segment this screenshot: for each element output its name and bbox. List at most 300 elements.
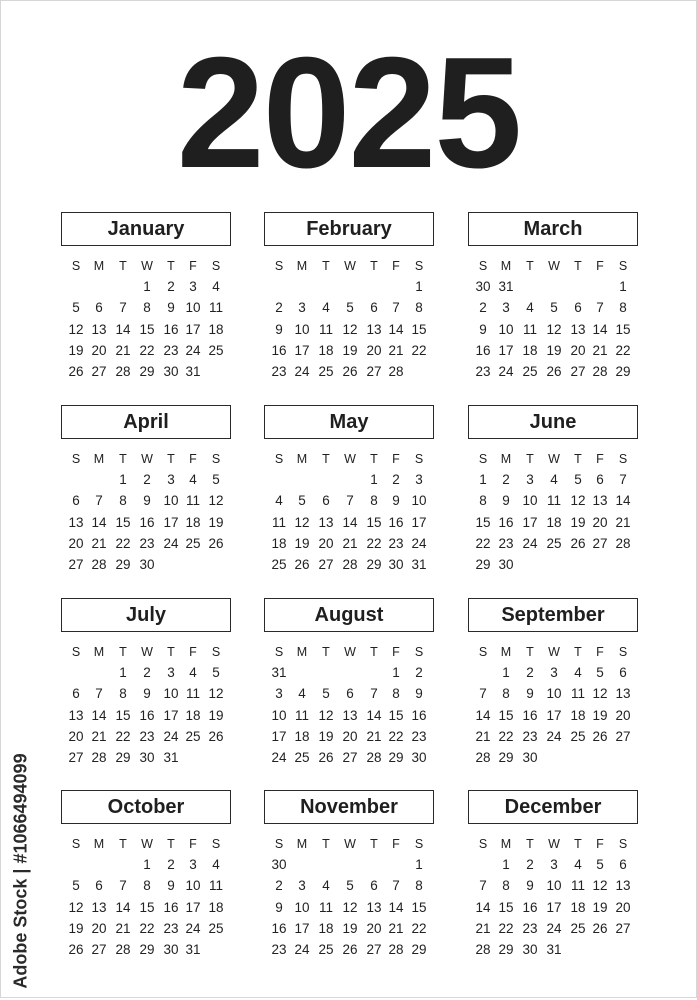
day-cell: 15 [498, 899, 514, 915]
weekday-header: T [322, 645, 330, 659]
day-cell: 8 [502, 878, 510, 894]
day-cell: 26 [592, 728, 608, 744]
day-cell: 2 [526, 857, 534, 872]
day-cell [363, 663, 385, 683]
week-row [264, 341, 436, 361]
day-cell: 23 [411, 728, 427, 744]
day-cell: 7 [95, 493, 103, 509]
day-cell: 7 [392, 878, 400, 894]
day-cell: 26 [294, 557, 310, 573]
day-cell: 1 [415, 857, 423, 872]
day-cell: 1 [502, 665, 510, 680]
day-cell: 30 [522, 750, 538, 766]
day-cell: 6 [72, 686, 80, 702]
weekday-header: F [596, 837, 604, 851]
week-row [468, 513, 640, 533]
day-cell: 4 [322, 300, 330, 316]
day-cell [268, 470, 290, 490]
day-cell: 10 [185, 878, 201, 894]
day-cell: 28 [91, 750, 107, 766]
day-cell: 24 [294, 364, 310, 380]
day-cell: 5 [346, 878, 354, 894]
week-row [468, 876, 640, 896]
month-august [264, 598, 436, 778]
weekday-header: S [478, 645, 488, 659]
day-cell: 14 [388, 321, 404, 337]
day-cell: 30 [475, 279, 491, 294]
day-cell: 12 [342, 321, 358, 337]
day-cell: 1 [143, 857, 151, 872]
weekday-header: S [71, 645, 81, 659]
day-cell: 2 [526, 665, 534, 680]
week-row [61, 898, 233, 918]
day-cell: 30 [522, 942, 538, 958]
day-cell: 22 [115, 728, 131, 744]
weekday-header: F [392, 837, 400, 851]
day-cell: 28 [115, 364, 131, 380]
day-cell [385, 855, 407, 875]
day-cell: 2 [502, 472, 510, 487]
day-cell: 26 [592, 920, 608, 936]
day-cell: 18 [522, 342, 538, 358]
week-row [61, 341, 233, 361]
week-row [468, 277, 640, 297]
day-cell [589, 555, 611, 575]
weekday-header: T [119, 837, 127, 851]
day-cell: 7 [392, 300, 400, 316]
day-cell: 25 [208, 342, 224, 358]
weekday-header: S [618, 645, 628, 659]
day-cell [363, 855, 385, 875]
day-cell: 1 [370, 472, 378, 487]
day-cell: 21 [115, 920, 131, 936]
day-cell: 7 [119, 300, 127, 316]
day-cell: 2 [275, 878, 283, 894]
weekday-header: S [478, 259, 488, 273]
day-cell: 3 [275, 686, 283, 702]
day-cell: 20 [592, 514, 608, 530]
weekday-header: S [211, 645, 221, 659]
week-row [468, 470, 640, 490]
day-cell: 6 [596, 472, 604, 487]
day-cell [612, 748, 634, 768]
day-cell [315, 663, 337, 683]
weekday-header: T [119, 645, 127, 659]
day-cell: 21 [91, 728, 107, 744]
day-cell: 5 [346, 300, 354, 316]
day-cell: 5 [72, 878, 80, 894]
day-cell [291, 470, 313, 490]
weekday-header: M [296, 645, 308, 659]
weekday-header: T [526, 259, 534, 273]
weekday-header: W [344, 259, 356, 273]
day-cell: 30 [411, 750, 427, 766]
weekday-header: T [526, 837, 534, 851]
day-cell: 19 [208, 514, 224, 530]
day-cell: 19 [592, 707, 608, 723]
day-cell: 5 [322, 686, 330, 702]
day-cell: 13 [318, 514, 334, 530]
day-cell: 22 [366, 535, 382, 551]
day-cell: 4 [298, 686, 306, 702]
day-cell [543, 555, 565, 575]
weekday-header: T [574, 837, 582, 851]
month-september [468, 598, 640, 778]
day-cell: 25 [208, 920, 224, 936]
week-row [264, 940, 436, 960]
weekday-header: W [141, 837, 153, 851]
day-cell: 4 [189, 472, 197, 487]
week-row [61, 470, 233, 490]
day-cell: 26 [342, 364, 358, 380]
day-cell: 10 [546, 686, 562, 702]
day-cell: 29 [115, 557, 131, 573]
day-cell: 1 [392, 665, 400, 680]
weekday-header: S [274, 837, 284, 851]
weekday-header: S [414, 837, 424, 851]
day-cell: 12 [294, 514, 310, 530]
watermark-text: Adobe Stock | #1066494099 [10, 753, 31, 989]
day-cell: 24 [185, 920, 201, 936]
day-cell: 27 [592, 535, 608, 551]
day-cell: 27 [570, 364, 586, 380]
week-row [468, 919, 640, 939]
weekday-header-row [468, 834, 640, 854]
day-cell: 5 [212, 472, 220, 487]
weekday-header: S [71, 837, 81, 851]
weekday-header: W [548, 452, 560, 466]
day-cell: 28 [342, 557, 358, 573]
weekday-header: T [370, 645, 378, 659]
day-cell: 24 [163, 535, 179, 551]
day-cell [112, 855, 134, 875]
watermark [8, 745, 34, 997]
day-cell: 8 [119, 686, 127, 702]
day-cell: 18 [208, 321, 224, 337]
day-cell: 30 [163, 364, 179, 380]
day-cell: 6 [346, 686, 354, 702]
day-cell: 26 [208, 535, 224, 551]
weekday-header: M [93, 645, 105, 659]
weekday-header: M [500, 645, 512, 659]
day-cell: 16 [475, 342, 491, 358]
weekday-header: F [189, 837, 197, 851]
day-cell: 22 [615, 342, 631, 358]
day-cell: 29 [139, 364, 155, 380]
day-cell: 22 [475, 535, 491, 551]
day-cell: 2 [167, 857, 175, 872]
month-october [61, 790, 233, 970]
day-cell: 29 [498, 942, 514, 958]
day-cell: 30 [498, 557, 514, 573]
day-cell: 30 [139, 750, 155, 766]
day-cell: 18 [570, 899, 586, 915]
day-cell: 9 [526, 686, 534, 702]
day-cell [65, 277, 87, 297]
week-row [61, 663, 233, 683]
day-cell: 9 [143, 686, 151, 702]
week-row [264, 491, 436, 511]
day-cell: 7 [479, 686, 487, 702]
week-row [61, 855, 233, 875]
day-cell: 23 [388, 535, 404, 551]
day-cell: 20 [366, 920, 382, 936]
day-cell: 31 [498, 279, 514, 294]
month-june [468, 405, 640, 585]
day-cell: 15 [411, 899, 427, 915]
day-cell: 5 [550, 300, 558, 316]
month-december [468, 790, 640, 970]
day-cell: 20 [615, 707, 631, 723]
day-cell: 4 [526, 300, 534, 316]
week-row [61, 706, 233, 726]
day-cell: 1 [502, 857, 510, 872]
day-cell: 6 [322, 493, 330, 509]
day-cell: 16 [271, 342, 287, 358]
month-november [264, 790, 436, 970]
day-cell: 29 [475, 557, 491, 573]
day-cell: 13 [366, 899, 382, 915]
day-cell [315, 855, 337, 875]
day-cell: 21 [115, 342, 131, 358]
weekday-header-row [264, 449, 436, 469]
day-cell: 15 [115, 707, 131, 723]
day-cell: 27 [366, 942, 382, 958]
weekday-header-row [264, 834, 436, 854]
week-row [468, 706, 640, 726]
weekday-header: S [274, 452, 284, 466]
day-cell: 14 [388, 899, 404, 915]
day-cell: 21 [615, 514, 631, 530]
day-cell: 28 [475, 942, 491, 958]
day-cell: 26 [546, 364, 562, 380]
day-cell: 11 [185, 493, 200, 509]
day-cell: 2 [392, 472, 400, 487]
day-cell: 20 [68, 728, 84, 744]
day-cell: 7 [479, 878, 487, 894]
day-cell: 28 [475, 750, 491, 766]
day-cell [205, 940, 227, 960]
day-cell: 24 [546, 728, 562, 744]
day-cell: 25 [185, 728, 201, 744]
day-cell: 6 [95, 878, 103, 894]
weekday-header-row [468, 449, 640, 469]
day-cell [612, 940, 634, 960]
day-cell: 18 [208, 899, 224, 915]
day-cell: 17 [498, 342, 514, 358]
day-cell [112, 277, 134, 297]
day-cell: 31 [271, 665, 287, 680]
month-title: June [468, 405, 638, 439]
day-cell: 27 [615, 728, 631, 744]
day-cell: 19 [208, 707, 224, 723]
day-cell: 27 [342, 750, 358, 766]
week-row [264, 727, 436, 747]
day-cell: 11 [271, 514, 286, 530]
day-cell: 28 [115, 942, 131, 958]
weekday-header: F [596, 452, 604, 466]
day-cell: 15 [115, 514, 131, 530]
day-cell: 21 [91, 535, 107, 551]
day-cell: 26 [68, 942, 84, 958]
day-cell: 22 [411, 920, 427, 936]
month-title: February [264, 212, 434, 246]
weekday-header: T [167, 452, 175, 466]
month-january [61, 212, 233, 392]
weekday-header: M [93, 452, 105, 466]
weekday-header: S [211, 837, 221, 851]
weekday-header: M [93, 837, 105, 851]
day-cell [315, 277, 337, 297]
day-cell: 10 [294, 899, 310, 915]
day-cell: 5 [596, 665, 604, 680]
week-row [468, 940, 640, 960]
day-cell: 19 [570, 514, 586, 530]
day-cell: 8 [479, 493, 487, 509]
day-cell: 17 [411, 514, 427, 530]
day-cell: 19 [546, 342, 562, 358]
month-title: September [468, 598, 638, 632]
day-cell: 14 [115, 321, 131, 337]
day-cell: 15 [388, 707, 404, 723]
day-cell: 3 [298, 300, 306, 316]
day-cell: 8 [119, 493, 127, 509]
day-cell [408, 362, 430, 382]
day-cell: 13 [592, 493, 608, 509]
day-cell: 21 [475, 728, 491, 744]
day-cell: 10 [294, 321, 310, 337]
day-cell: 3 [167, 665, 175, 680]
day-cell: 30 [388, 557, 404, 573]
week-row [468, 684, 640, 704]
weekday-header: M [500, 259, 512, 273]
day-cell: 12 [208, 686, 224, 702]
day-cell: 7 [619, 472, 627, 487]
weekday-header: F [189, 452, 197, 466]
day-cell: 6 [619, 857, 627, 872]
day-cell: 6 [370, 878, 378, 894]
day-cell: 12 [592, 686, 608, 702]
week-row [468, 663, 640, 683]
day-cell: 10 [163, 493, 179, 509]
day-cell [291, 277, 313, 297]
day-cell [65, 663, 87, 683]
day-cell: 27 [91, 364, 107, 380]
weekday-header: T [370, 452, 378, 466]
day-cell: 22 [498, 920, 514, 936]
week-row [264, 362, 436, 382]
day-cell: 18 [185, 514, 201, 530]
day-cell: 13 [615, 878, 631, 894]
weekday-header: F [189, 645, 197, 659]
weekday-header: M [500, 452, 512, 466]
day-cell: 22 [139, 342, 155, 358]
day-cell [363, 277, 385, 297]
day-cell: 18 [318, 342, 334, 358]
day-cell [472, 663, 494, 683]
day-cell: 25 [318, 942, 334, 958]
day-cell: 28 [592, 364, 608, 380]
day-cell: 27 [68, 557, 84, 573]
day-cell [472, 855, 494, 875]
day-cell: 24 [271, 750, 287, 766]
week-row [264, 470, 436, 490]
day-cell: 31 [411, 557, 427, 573]
day-cell: 28 [388, 364, 404, 380]
day-cell: 24 [498, 364, 514, 380]
weekday-header: T [574, 452, 582, 466]
weekday-header: T [167, 837, 175, 851]
weekday-header: T [167, 645, 175, 659]
day-cell [567, 748, 589, 768]
day-cell: 28 [91, 557, 107, 573]
day-cell: 22 [139, 920, 155, 936]
day-cell [182, 555, 204, 575]
day-cell [385, 277, 407, 297]
week-row [468, 298, 640, 318]
day-cell [182, 748, 204, 768]
day-cell: 17 [185, 899, 201, 915]
week-row [264, 876, 436, 896]
weekday-header-row [61, 834, 233, 854]
weekday-header: M [93, 259, 105, 273]
day-cell: 3 [550, 857, 558, 872]
day-cell: 27 [91, 942, 107, 958]
week-row [264, 320, 436, 340]
week-row [61, 940, 233, 960]
month-title: April [61, 405, 231, 439]
day-cell: 24 [546, 920, 562, 936]
week-row [61, 876, 233, 896]
day-cell: 13 [68, 707, 84, 723]
month-title: July [61, 598, 231, 632]
day-cell: 22 [411, 342, 427, 358]
week-row [61, 555, 233, 575]
weekday-header: S [71, 452, 81, 466]
day-cell: 6 [574, 300, 582, 316]
day-cell: 27 [366, 364, 382, 380]
weekday-header: S [478, 837, 488, 851]
day-cell: 20 [91, 342, 107, 358]
day-cell: 3 [189, 857, 197, 872]
day-cell: 29 [388, 750, 404, 766]
month-may [264, 405, 436, 585]
day-cell: 23 [163, 342, 179, 358]
day-cell: 17 [546, 899, 562, 915]
day-cell: 10 [271, 707, 287, 723]
week-row [468, 555, 640, 575]
day-cell: 18 [546, 514, 562, 530]
day-cell: 7 [95, 686, 103, 702]
day-cell [205, 362, 227, 382]
day-cell [88, 663, 110, 683]
day-cell: 4 [574, 665, 582, 680]
day-cell: 15 [475, 514, 491, 530]
weekday-header: T [370, 259, 378, 273]
weekday-header: M [296, 837, 308, 851]
day-cell: 18 [294, 728, 310, 744]
day-cell: 29 [498, 750, 514, 766]
week-row [468, 898, 640, 918]
day-cell: 5 [574, 472, 582, 487]
day-cell: 6 [72, 493, 80, 509]
day-cell [88, 855, 110, 875]
day-cell: 13 [68, 514, 84, 530]
week-row [468, 320, 640, 340]
week-row [61, 320, 233, 340]
day-cell: 29 [615, 364, 631, 380]
day-cell [543, 277, 565, 297]
